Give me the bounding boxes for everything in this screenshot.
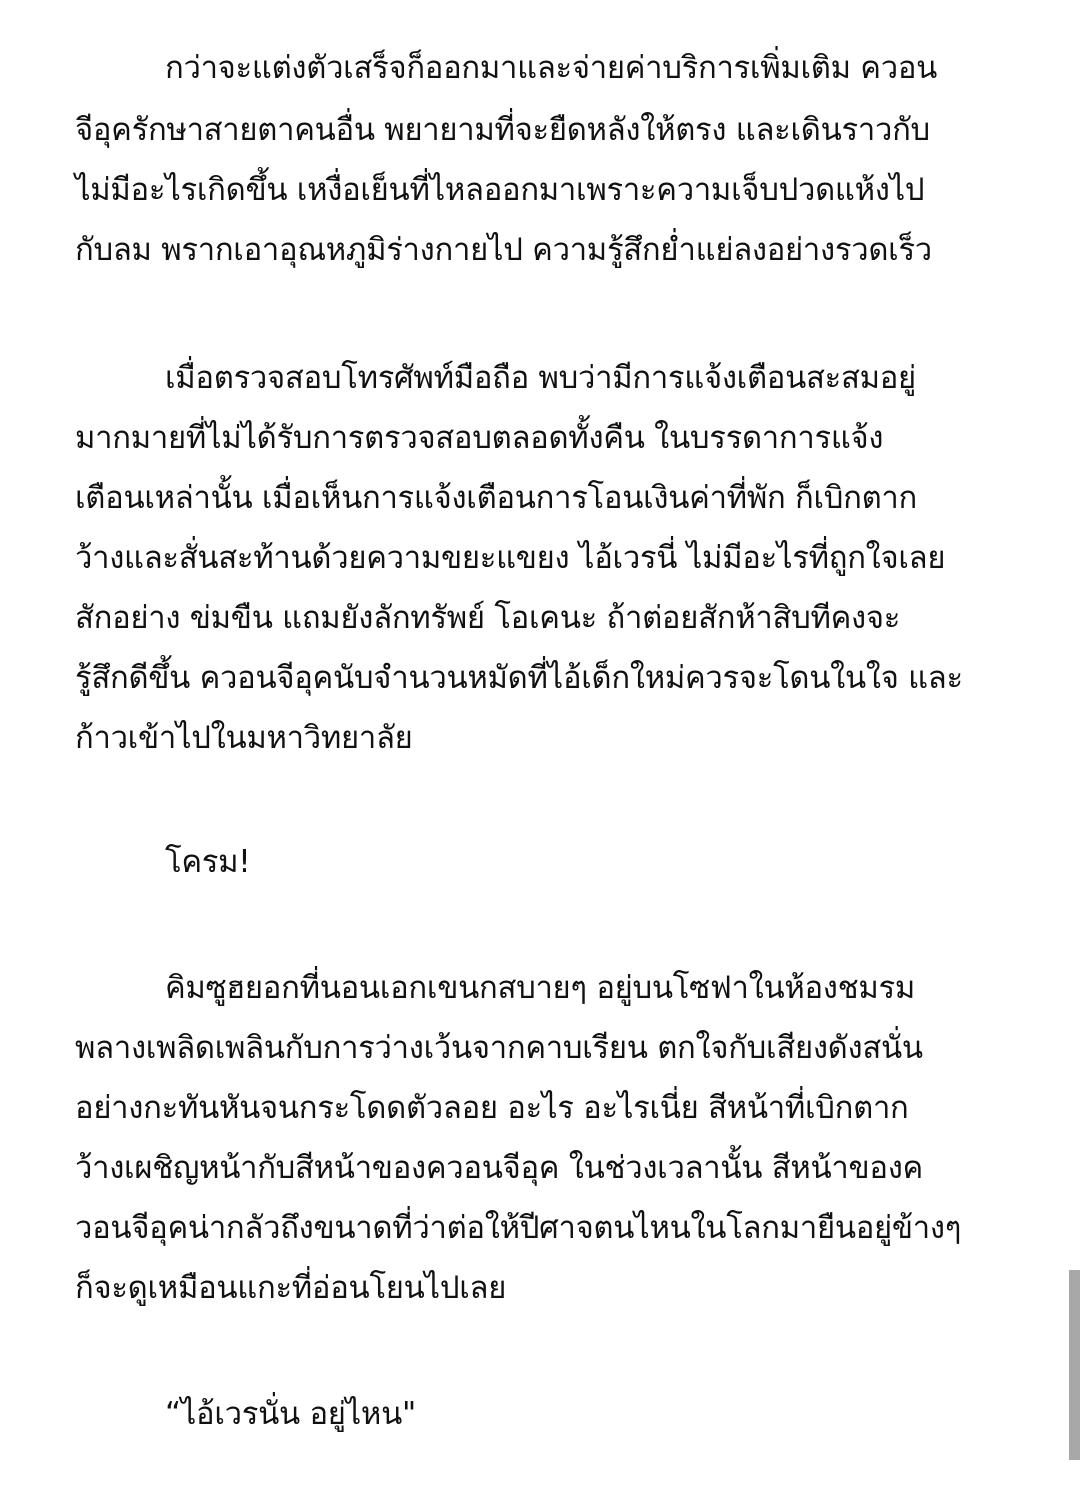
text-line: ไม่มีอะไรเกิดขึ้น เหงื่อเย็นที่ไหลออกมาเพราะความเจ็บปวดแห้งไป (75, 172, 925, 208)
text-line: “ไอ้เวรนั่น อยู่ไหน" (165, 1396, 416, 1432)
text-line: มากมายที่ไม่ได้รับการตรวจสอบตลอดทั้งคืน ในบรรดาการแจ้ง (75, 420, 884, 456)
text-line: กว่าจะแต่งตัวเสร็จก็ออกมาและจ่ายค่าบริการเพิ่มเติม ควอน (165, 50, 938, 86)
scrollbar-thumb[interactable] (1069, 1270, 1080, 1460)
text-line: เตือนเหล่านั้น เมื่อเห็นการแจ้งเตือนการโอนเงินค่าที่พัก ก็เบิกตาก (75, 480, 917, 516)
text-line: จีอุครักษาสายตาคนอื่น พยายามที่จะยืดหลังให้ตรง และเดินราวกับ (75, 112, 930, 148)
text-line: พลางเพลิดเพลินกับการว่างเว้นจากคาบเรียน ตกใจกับเสียงดังสนั่น (75, 1030, 923, 1066)
text-line: ก็จะดูเหมือนแกะที่อ่อนโยนไปเลย (75, 1270, 507, 1306)
text-line: ก้าวเข้าไปในมหาวิทยาลัย (75, 720, 413, 756)
text-line: ว้างเผชิญหน้ากับสีหน้าของควอนจีอุค ในช่วงเวลานั้น สีหน้าของค (75, 1150, 923, 1186)
text-line: กับลม พรากเอาอุณหภูมิร่างกายไป ความรู้สึกย่ำแย่ลงอย่างรวดเร็ว (75, 232, 932, 268)
text-line: ว้างและสั่นสะท้านด้วยความขยะแขยง ไอ้เวรนี่ ไม่มีอะไรที่ถูกใจเลย (75, 540, 946, 576)
text-line: โครม! (165, 844, 251, 880)
text-line: เมื่อตรวจสอบโทรศัพท์มือถือ พบว่ามีการแจ้งเตือนสะสมอยู่ (165, 360, 916, 396)
text-line: รู้สึกดีขึ้น ควอนจีอุคนับจำนวนหมัดที่ไอ้เด็กใหม่ควรจะโดนในใจ และ (75, 660, 963, 696)
text-line: วอนจีอุคน่ากลัวถึงขนาดที่ว่าต่อให้ปีศาจตนไหนในโลกมายืนอยู่ข้างๆ (75, 1210, 962, 1246)
text-line: คิมซูฮยอกที่นอนเอกเขนกสบายๆ อยู่บนโซฟาในห้องชมรม (165, 970, 916, 1006)
text-line: สักอย่าง ข่มขืน แถมยังลักทรัพย์ โอเคนะ ถ้าต่อยสักห้าสิบทีคงจะ (75, 600, 901, 636)
text-line: อย่างกะทันหันจนกระโดดตัวลอย อะไร อะไรเนี่ย สีหน้าที่เบิกตาก (75, 1090, 909, 1126)
